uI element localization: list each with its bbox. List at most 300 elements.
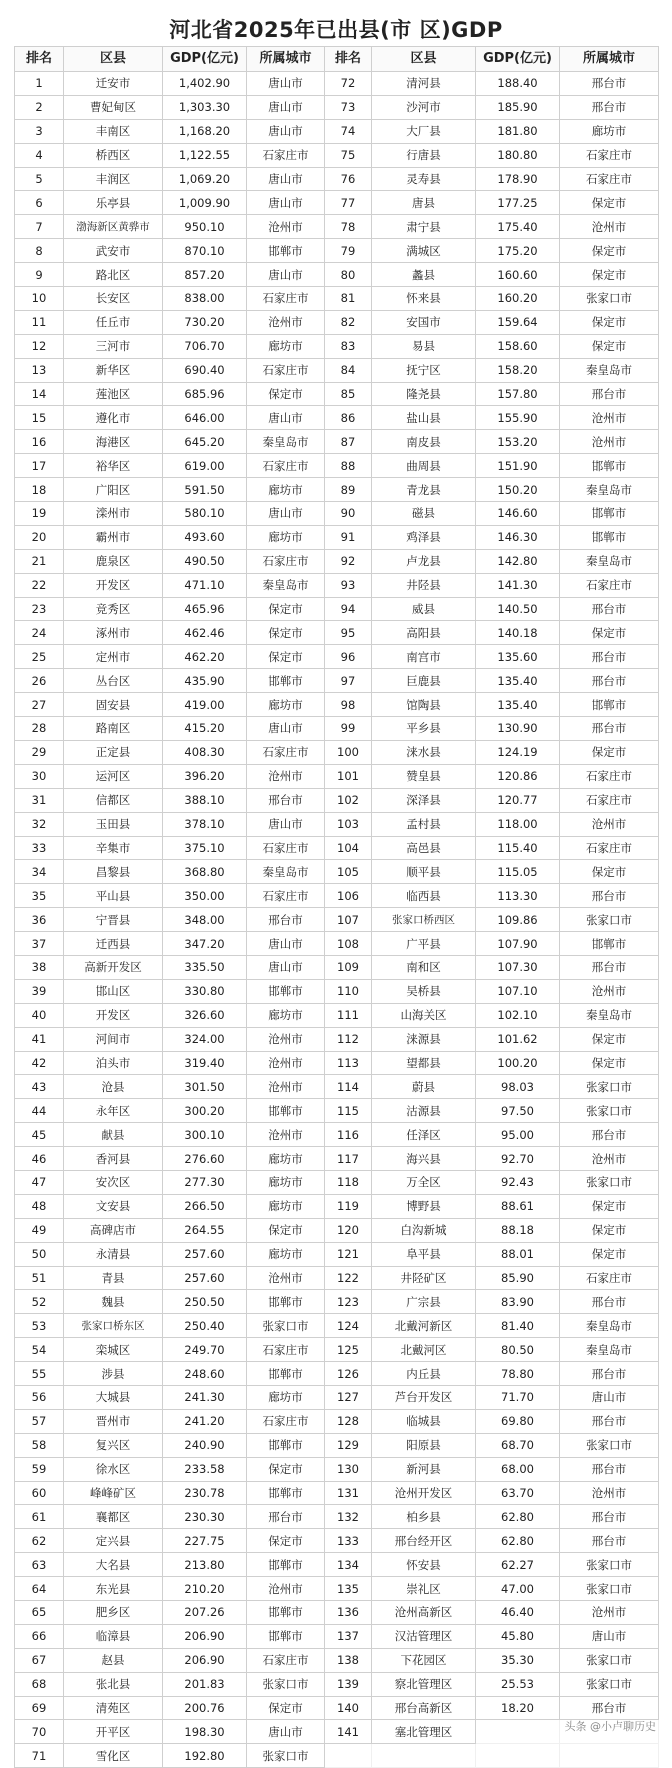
cell-rank-left: 7 [15, 215, 64, 239]
cell-gdp-right: 109.86 [476, 908, 560, 932]
cell-county-right: 邢台高新区 [372, 1696, 476, 1720]
cell-city-right: 张家口市 [560, 1648, 659, 1672]
cell-city-right: 邯郸市 [560, 454, 659, 478]
cell-gdp-right: 107.90 [476, 932, 560, 956]
cell-city-left: 邢台市 [247, 908, 325, 932]
cell-rank-left: 51 [15, 1266, 64, 1290]
table-row [15, 764, 659, 788]
cell-rank-left: 20 [15, 525, 64, 549]
cell-city-right: 邢台市 [560, 597, 659, 621]
cell-gdp-left: 213.80 [163, 1553, 247, 1577]
cell-gdp-left: 580.10 [163, 502, 247, 526]
cell-city-right: 张家口市 [560, 1075, 659, 1099]
cell-gdp-right: 120.86 [476, 764, 560, 788]
cell-city-right: 邢台市 [560, 955, 659, 979]
cell-city-right: 秦皇岛市 [560, 1314, 659, 1338]
cell-city-right: 张家口市 [560, 1553, 659, 1577]
cell-county-right: 望都县 [372, 1051, 476, 1075]
table-row [15, 884, 659, 908]
cell-county-left: 信都区 [64, 788, 163, 812]
cell-gdp-left: 230.78 [163, 1481, 247, 1505]
cell-gdp-right [476, 1744, 560, 1768]
cell-city-right: 邢台市 [560, 884, 659, 908]
table-row [15, 72, 659, 96]
cell-rank-right: 87 [325, 430, 372, 454]
cell-gdp-right: 135.60 [476, 645, 560, 669]
cell-rank-left: 68 [15, 1672, 64, 1696]
cell-rank-left: 24 [15, 621, 64, 645]
cell-gdp-right: 175.40 [476, 215, 560, 239]
cell-rank-right: 129 [325, 1433, 372, 1457]
cell-county-left: 玉田县 [64, 812, 163, 836]
cell-county-left: 开平区 [64, 1720, 163, 1744]
cell-gdp-right: 185.90 [476, 95, 560, 119]
cell-rank-left: 33 [15, 836, 64, 860]
cell-rank-right: 92 [325, 549, 372, 573]
cell-county-left: 新华区 [64, 358, 163, 382]
cell-gdp-left: 471.10 [163, 573, 247, 597]
cell-city-left: 保定市 [247, 645, 325, 669]
cell-city-right: 石家庄市 [560, 764, 659, 788]
table-row [15, 717, 659, 741]
cell-county-right: 沽源县 [372, 1099, 476, 1123]
cell-city-right: 秦皇岛市 [560, 478, 659, 502]
cell-rank-left: 32 [15, 812, 64, 836]
cell-county-right: 怀来县 [372, 287, 476, 311]
cell-city-right: 石家庄市 [560, 167, 659, 191]
cell-gdp-left: 1,122.55 [163, 143, 247, 167]
cell-county-left: 海港区 [64, 430, 163, 454]
cell-city-left: 唐山市 [247, 717, 325, 741]
table-row [15, 1290, 659, 1314]
cell-rank-right: 103 [325, 812, 372, 836]
cell-city-left: 沧州市 [247, 215, 325, 239]
cell-rank-right: 77 [325, 191, 372, 215]
cell-city-left: 唐山市 [247, 955, 325, 979]
cell-gdp-right: 69.80 [476, 1409, 560, 1433]
page-title: 河北省2025年已出县(市 区)GDP [169, 18, 503, 42]
cell-rank-left: 29 [15, 740, 64, 764]
cell-gdp-left: 646.00 [163, 406, 247, 430]
cell-city-left: 石家庄市 [247, 1409, 325, 1433]
cell-rank-right: 95 [325, 621, 372, 645]
cell-county-left: 安次区 [64, 1170, 163, 1194]
cell-county-left: 路北区 [64, 263, 163, 287]
cell-rank-left: 42 [15, 1051, 64, 1075]
table-row [15, 454, 659, 478]
cell-rank-right: 93 [325, 573, 372, 597]
cell-county-right: 广平县 [372, 932, 476, 956]
cell-gdp-left: 857.20 [163, 263, 247, 287]
cell-gdp-right: 35.30 [476, 1648, 560, 1672]
cell-gdp-right: 71.70 [476, 1385, 560, 1409]
cell-city-left: 沧州市 [247, 1027, 325, 1051]
cell-city-right: 邢台市 [560, 717, 659, 741]
table-row [15, 812, 659, 836]
cell-rank-left: 60 [15, 1481, 64, 1505]
cell-county-left: 峰峰矿区 [64, 1481, 163, 1505]
cell-city-left: 唐山市 [247, 502, 325, 526]
cell-gdp-right: 159.64 [476, 310, 560, 334]
cell-rank-right: 85 [325, 382, 372, 406]
cell-gdp-left: 257.60 [163, 1242, 247, 1266]
cell-county-right: 邢台经开区 [372, 1529, 476, 1553]
cell-gdp-right: 113.30 [476, 884, 560, 908]
cell-city-left: 沧州市 [247, 1266, 325, 1290]
cell-county-right: 沧州高新区 [372, 1601, 476, 1625]
cell-gdp-left: 870.10 [163, 239, 247, 263]
cell-gdp-right: 142.80 [476, 549, 560, 573]
cell-rank-right: 135 [325, 1577, 372, 1601]
table-row [15, 1147, 659, 1171]
cell-rank-left: 31 [15, 788, 64, 812]
cell-gdp-right: 107.30 [476, 955, 560, 979]
cell-city-left: 廊坊市 [247, 1194, 325, 1218]
cell-city-right: 唐山市 [560, 1385, 659, 1409]
cell-county-right: 磁县 [372, 502, 476, 526]
cell-rank-left: 39 [15, 979, 64, 1003]
cell-gdp-right: 62.27 [476, 1553, 560, 1577]
cell-city-right: 邢台市 [560, 1457, 659, 1481]
cell-rank-right: 134 [325, 1553, 372, 1577]
cell-gdp-left: 227.75 [163, 1529, 247, 1553]
cell-gdp-right [476, 1720, 560, 1744]
cell-county-left: 丰南区 [64, 119, 163, 143]
cell-city-right: 沧州市 [560, 430, 659, 454]
cell-gdp-left: 324.00 [163, 1027, 247, 1051]
cell-city-right: 邯郸市 [560, 502, 659, 526]
cell-gdp-right: 25.53 [476, 1672, 560, 1696]
cell-city-left: 张家口市 [247, 1672, 325, 1696]
cell-county-right: 安国市 [372, 310, 476, 334]
cell-county-left: 魏县 [64, 1290, 163, 1314]
cell-city-left: 保定市 [247, 621, 325, 645]
cell-county-left: 渤海新区黄骅市 [64, 215, 163, 239]
cell-rank-right: 80 [325, 263, 372, 287]
cell-gdp-left: 415.20 [163, 717, 247, 741]
cell-county-left: 丛台区 [64, 669, 163, 693]
cell-gdp-left: 300.10 [163, 1123, 247, 1147]
cell-gdp-right: 115.40 [476, 836, 560, 860]
cell-county-right: 馆陶县 [372, 693, 476, 717]
cell-county-right: 万全区 [372, 1170, 476, 1194]
cell-county-right: 崇礼区 [372, 1577, 476, 1601]
table-row [15, 310, 659, 334]
cell-county-left: 武安市 [64, 239, 163, 263]
table-row [15, 932, 659, 956]
cell-county-left: 开发区 [64, 1003, 163, 1027]
table-row [15, 1003, 659, 1027]
cell-rank-right: 84 [325, 358, 372, 382]
cell-county-left: 泊头市 [64, 1051, 163, 1075]
header-county-right: 区县 [372, 47, 476, 72]
cell-gdp-right: 150.20 [476, 478, 560, 502]
cell-county-right: 青龙县 [372, 478, 476, 502]
cell-county-right: 井陉矿区 [372, 1266, 476, 1290]
cell-city-left: 石家庄市 [247, 1648, 325, 1672]
cell-rank-left: 36 [15, 908, 64, 932]
cell-gdp-right: 46.40 [476, 1601, 560, 1625]
cell-rank-left: 35 [15, 884, 64, 908]
table-row [15, 1123, 659, 1147]
cell-rank-left: 8 [15, 239, 64, 263]
cell-county-left: 临漳县 [64, 1624, 163, 1648]
cell-rank-right: 101 [325, 764, 372, 788]
cell-city-right: 保定市 [560, 191, 659, 215]
cell-gdp-right: 181.80 [476, 119, 560, 143]
table-row [15, 1720, 659, 1744]
cell-rank-right: 99 [325, 717, 372, 741]
cell-city-left: 石家庄市 [247, 740, 325, 764]
cell-rank-right: 125 [325, 1338, 372, 1362]
cell-rank-right: 136 [325, 1601, 372, 1625]
cell-city-left: 沧州市 [247, 310, 325, 334]
cell-gdp-right: 63.70 [476, 1481, 560, 1505]
cell-gdp-left: 350.00 [163, 884, 247, 908]
table-body [15, 72, 659, 1768]
cell-city-right: 保定市 [560, 239, 659, 263]
cell-city-left: 石家庄市 [247, 884, 325, 908]
cell-city-left: 秦皇岛市 [247, 430, 325, 454]
cell-city-right: 石家庄市 [560, 788, 659, 812]
cell-county-left: 文安县 [64, 1194, 163, 1218]
table-row [15, 788, 659, 812]
cell-city-left: 沧州市 [247, 764, 325, 788]
cell-city-right: 张家口市 [560, 1099, 659, 1123]
table-row [15, 573, 659, 597]
cell-gdp-right: 160.60 [476, 263, 560, 287]
cell-city-left: 保定市 [247, 1529, 325, 1553]
cell-rank-left: 63 [15, 1553, 64, 1577]
cell-rank-left: 45 [15, 1123, 64, 1147]
cell-gdp-left: 264.55 [163, 1218, 247, 1242]
header-city-right: 所属城市 [560, 47, 659, 72]
cell-county-left: 运河区 [64, 764, 163, 788]
cell-city-left: 廊坊市 [247, 1170, 325, 1194]
cell-gdp-left: 206.90 [163, 1624, 247, 1648]
table-row [15, 597, 659, 621]
cell-rank-left: 58 [15, 1433, 64, 1457]
table-row [15, 1362, 659, 1386]
cell-county-right: 临西县 [372, 884, 476, 908]
table-row [15, 191, 659, 215]
cell-gdp-right: 118.00 [476, 812, 560, 836]
cell-gdp-left: 490.50 [163, 549, 247, 573]
cell-county-right: 白沟新城 [372, 1218, 476, 1242]
cell-rank-right: 137 [325, 1624, 372, 1648]
cell-rank-left: 38 [15, 955, 64, 979]
cell-county-right: 威县 [372, 597, 476, 621]
cell-gdp-right: 78.80 [476, 1362, 560, 1386]
table-row [15, 1577, 659, 1601]
cell-city-left: 石家庄市 [247, 358, 325, 382]
cell-county-right: 北戴河区 [372, 1338, 476, 1362]
cell-rank-left: 26 [15, 669, 64, 693]
cell-county-right: 广宗县 [372, 1290, 476, 1314]
cell-rank-left: 22 [15, 573, 64, 597]
cell-gdp-right: 155.90 [476, 406, 560, 430]
cell-gdp-left: 335.50 [163, 955, 247, 979]
gdp-table [14, 46, 659, 1768]
cell-county-left: 东光县 [64, 1577, 163, 1601]
table-row [15, 167, 659, 191]
cell-city-right: 石家庄市 [560, 573, 659, 597]
cell-rank-left: 62 [15, 1529, 64, 1553]
cell-rank-right: 97 [325, 669, 372, 693]
cell-city-right: 唐山市 [560, 1624, 659, 1648]
cell-county-left: 襄都区 [64, 1505, 163, 1529]
cell-city-left: 唐山市 [247, 1720, 325, 1744]
cell-city-left: 唐山市 [247, 72, 325, 96]
cell-rank-left: 54 [15, 1338, 64, 1362]
header-city-left: 所属城市 [247, 47, 325, 72]
cell-county-left: 迁安市 [64, 72, 163, 96]
cell-county-right: 北戴河新区 [372, 1314, 476, 1338]
cell-county-left: 乐亭县 [64, 191, 163, 215]
cell-gdp-right: 177.25 [476, 191, 560, 215]
cell-county-left: 滦州市 [64, 502, 163, 526]
table-row [15, 645, 659, 669]
cell-county-left: 裕华区 [64, 454, 163, 478]
cell-rank-left: 5 [15, 167, 64, 191]
cell-gdp-right: 124.19 [476, 740, 560, 764]
cell-rank-right: 121 [325, 1242, 372, 1266]
cell-rank-left: 44 [15, 1099, 64, 1123]
cell-city-right: 张家口市 [560, 287, 659, 311]
cell-rank-left: 56 [15, 1385, 64, 1409]
cell-city-left: 石家庄市 [247, 549, 325, 573]
cell-gdp-right: 135.40 [476, 669, 560, 693]
cell-city-left: 邯郸市 [247, 1290, 325, 1314]
cell-county-right: 抚宁区 [372, 358, 476, 382]
cell-gdp-left: 198.30 [163, 1720, 247, 1744]
cell-city-right: 邢台市 [560, 1505, 659, 1529]
cell-county-right: 博野县 [372, 1194, 476, 1218]
cell-city-right: 石家庄市 [560, 836, 659, 860]
cell-county-right: 隆尧县 [372, 382, 476, 406]
table-row [15, 1672, 659, 1696]
cell-city-right: 张家口市 [560, 1577, 659, 1601]
cell-county-left: 宁晋县 [64, 908, 163, 932]
cell-gdp-left: 192.80 [163, 1744, 247, 1768]
cell-county-left: 永清县 [64, 1242, 163, 1266]
cell-city-right: 邢台市 [560, 72, 659, 96]
table-row [15, 908, 659, 932]
cell-city-right: 张家口市 [560, 1672, 659, 1696]
cell-rank-left: 12 [15, 334, 64, 358]
cell-city-left: 邯郸市 [247, 1099, 325, 1123]
cell-county-left: 肥乡区 [64, 1601, 163, 1625]
cell-city-right: 邢台市 [560, 1290, 659, 1314]
cell-city-right: 沧州市 [560, 1147, 659, 1171]
cell-rank-right: 106 [325, 884, 372, 908]
cell-county-left: 香河县 [64, 1147, 163, 1171]
cell-rank-right: 107 [325, 908, 372, 932]
cell-rank-right: 96 [325, 645, 372, 669]
cell-gdp-left: 250.40 [163, 1314, 247, 1338]
cell-county-right: 鸡泽县 [372, 525, 476, 549]
table-row [15, 1553, 659, 1577]
cell-city-left: 廊坊市 [247, 525, 325, 549]
cell-gdp-left: 706.70 [163, 334, 247, 358]
cell-gdp-left: 210.20 [163, 1577, 247, 1601]
cell-rank-left: 1 [15, 72, 64, 96]
table-row [15, 979, 659, 1003]
cell-city-right: 保定市 [560, 860, 659, 884]
cell-rank-right: 122 [325, 1266, 372, 1290]
cell-gdp-left: 330.80 [163, 979, 247, 1003]
cell-county-right [372, 1744, 476, 1768]
cell-city-left: 唐山市 [247, 263, 325, 287]
cell-city-left: 邯郸市 [247, 979, 325, 1003]
cell-gdp-right: 68.00 [476, 1457, 560, 1481]
cell-gdp-left: 1,168.20 [163, 119, 247, 143]
cell-gdp-right: 47.00 [476, 1577, 560, 1601]
cell-county-left: 开发区 [64, 573, 163, 597]
cell-rank-left: 69 [15, 1696, 64, 1720]
cell-gdp-right: 188.40 [476, 72, 560, 96]
cell-city-left: 邯郸市 [247, 1601, 325, 1625]
cell-rank-right: 115 [325, 1099, 372, 1123]
cell-county-left: 涿州市 [64, 621, 163, 645]
cell-county-right: 涞水县 [372, 740, 476, 764]
header-rank-right: 排名 [325, 47, 372, 72]
watermark: 头条 @小卢聊历史 [564, 1720, 656, 1733]
cell-city-left: 沧州市 [247, 1123, 325, 1147]
cell-county-right: 柏乡县 [372, 1505, 476, 1529]
cell-gdp-right: 95.00 [476, 1123, 560, 1147]
cell-county-left: 平山县 [64, 884, 163, 908]
cell-rank-left: 30 [15, 764, 64, 788]
table-row [15, 215, 659, 239]
cell-rank-right: 76 [325, 167, 372, 191]
cell-city-right: 邯郸市 [560, 525, 659, 549]
cell-city-right: 邢台市 [560, 1696, 659, 1720]
cell-rank-left: 15 [15, 406, 64, 430]
cell-rank-right: 117 [325, 1147, 372, 1171]
cell-county-right: 孟村县 [372, 812, 476, 836]
cell-rank-left: 16 [15, 430, 64, 454]
table-row [15, 1218, 659, 1242]
cell-county-right: 易县 [372, 334, 476, 358]
cell-city-left: 廊坊市 [247, 334, 325, 358]
cell-county-left: 晋州市 [64, 1409, 163, 1433]
cell-rank-right [325, 1744, 372, 1768]
table-row [15, 1433, 659, 1457]
cell-county-left: 大名县 [64, 1553, 163, 1577]
cell-county-right: 芦台开发区 [372, 1385, 476, 1409]
header-gdp-right: GDP(亿元) [476, 47, 560, 72]
cell-county-right: 阳原县 [372, 1433, 476, 1457]
cell-rank-right: 141 [325, 1720, 372, 1744]
header-county-left: 区县 [64, 47, 163, 72]
cell-city-right: 保定市 [560, 1051, 659, 1075]
cell-gdp-left: 248.60 [163, 1362, 247, 1386]
cell-rank-right: 109 [325, 955, 372, 979]
cell-rank-right: 140 [325, 1696, 372, 1720]
cell-city-left: 邯郸市 [247, 239, 325, 263]
cell-rank-left: 49 [15, 1218, 64, 1242]
cell-county-right: 下花园区 [372, 1648, 476, 1672]
cell-city-left: 石家庄市 [247, 836, 325, 860]
cell-county-left: 广阳区 [64, 478, 163, 502]
table-row [15, 836, 659, 860]
cell-gdp-left: 241.30 [163, 1385, 247, 1409]
cell-gdp-right: 107.10 [476, 979, 560, 1003]
cell-gdp-left: 257.60 [163, 1266, 247, 1290]
cell-county-right: 海兴县 [372, 1147, 476, 1171]
cell-county-right: 盐山县 [372, 406, 476, 430]
